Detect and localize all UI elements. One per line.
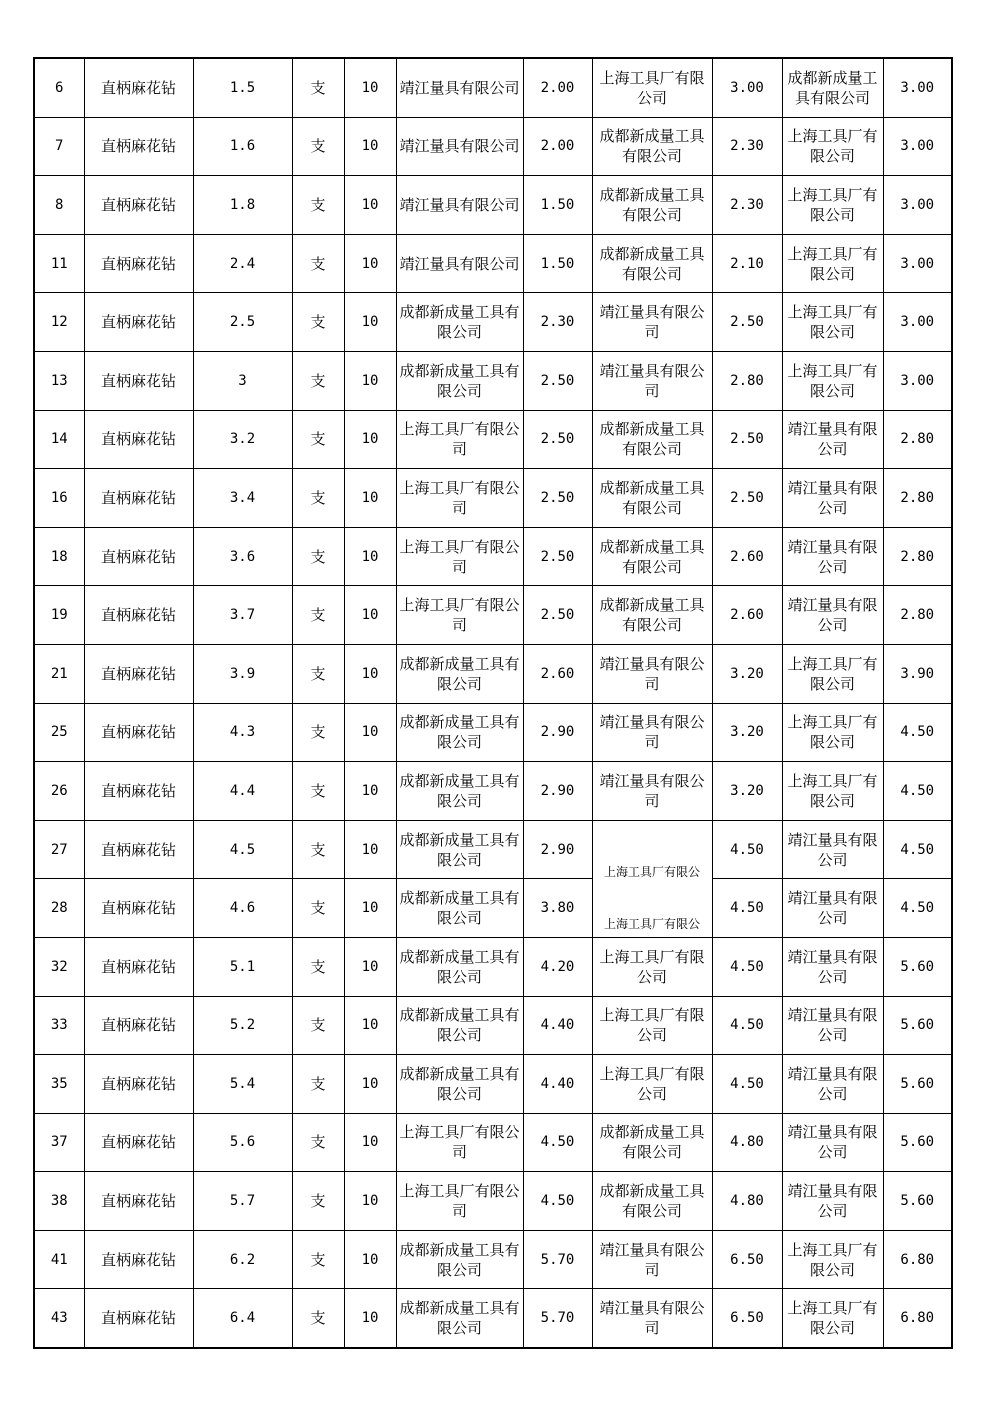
item-unit: 支 [292, 117, 344, 176]
price-2: 2.50 [712, 293, 782, 352]
supplier-2: 成都新成量工具有限公司 [592, 410, 712, 469]
price-2: 4.50 [712, 1055, 782, 1114]
row-number: 6 [34, 58, 84, 117]
row-number: 8 [34, 176, 84, 235]
supplier-1: 成都新成量工具有限公司 [396, 820, 523, 879]
price-2: 2.10 [712, 234, 782, 293]
supplier-2: 成都新成量工具有限公司 [592, 234, 712, 293]
item-unit: 支 [292, 996, 344, 1055]
supplier-3: 靖江量具有限公司 [782, 879, 883, 938]
row-number: 26 [34, 762, 84, 821]
table-row [34, 586, 952, 645]
price-2: 4.50 [712, 879, 782, 938]
price-2: 2.30 [712, 117, 782, 176]
table-body [34, 58, 952, 1348]
price-1: 2.50 [523, 469, 592, 528]
item-unit: 支 [292, 351, 344, 410]
price-1: 2.30 [523, 293, 592, 352]
item-quantity: 10 [344, 527, 396, 586]
item-spec: 1.5 [193, 58, 292, 117]
item-quantity: 10 [344, 58, 396, 117]
item-quantity: 10 [344, 703, 396, 762]
price-3: 3.00 [883, 58, 952, 117]
supplier-2: 靖江量具有限公司 [592, 762, 712, 821]
price-2: 4.80 [712, 1172, 782, 1231]
price-2: 4.50 [712, 820, 782, 879]
table-row [34, 1113, 952, 1172]
price-1: 5.70 [523, 1289, 592, 1348]
item-name: 直柄麻花钻 [84, 1113, 193, 1172]
item-spec: 2.4 [193, 234, 292, 293]
price-3: 4.50 [883, 820, 952, 879]
supplier-3: 上海工具厂有限公司 [782, 762, 883, 821]
item-quantity: 10 [344, 351, 396, 410]
item-spec: 4.5 [193, 820, 292, 879]
supplier-2: 靖江量具有限公司 [592, 644, 712, 703]
item-name: 直柄麻花钻 [84, 527, 193, 586]
price-1: 4.50 [523, 1172, 592, 1231]
supplier-3: 上海工具厂有限公司 [782, 703, 883, 762]
price-1: 2.00 [523, 117, 592, 176]
item-quantity: 10 [344, 1230, 396, 1289]
row-number: 25 [34, 703, 84, 762]
item-name: 直柄麻花钻 [84, 644, 193, 703]
price-2: 6.50 [712, 1230, 782, 1289]
row-number: 11 [34, 234, 84, 293]
item-name: 直柄麻花钻 [84, 879, 193, 938]
item-quantity: 10 [344, 1055, 396, 1114]
supplier-2: 成都新成量工具有限公司 [592, 176, 712, 235]
row-number: 18 [34, 527, 84, 586]
price-2: 4.50 [712, 996, 782, 1055]
supplier-3: 靖江量具有限公司 [782, 527, 883, 586]
row-number: 27 [34, 820, 84, 879]
row-number: 14 [34, 410, 84, 469]
item-name: 直柄麻花钻 [84, 703, 193, 762]
supplier-1: 成都新成量工具有限公司 [396, 351, 523, 410]
table-row [34, 762, 952, 821]
price-2: 3.00 [712, 58, 782, 117]
supplier-3: 成都新成量工具有限公司 [782, 58, 883, 117]
item-name: 直柄麻花钻 [84, 351, 193, 410]
supplier-1: 成都新成量工具有限公司 [396, 1230, 523, 1289]
supplier-3: 靖江量具有限公司 [782, 1172, 883, 1231]
price-1: 2.90 [523, 762, 592, 821]
item-unit: 支 [292, 527, 344, 586]
supplier-1: 成都新成量工具有限公司 [396, 293, 523, 352]
item-spec: 5.4 [193, 1055, 292, 1114]
item-quantity: 10 [344, 293, 396, 352]
supplier-1: 上海工具厂有限公司 [396, 1113, 523, 1172]
supplier-2: 靖江量具有限公司 [592, 293, 712, 352]
row-number: 12 [34, 293, 84, 352]
table-row [34, 58, 952, 117]
supplier-3: 上海工具厂有限公司 [782, 1230, 883, 1289]
item-quantity: 10 [344, 644, 396, 703]
item-quantity: 10 [344, 762, 396, 821]
item-name: 直柄麻花钻 [84, 1172, 193, 1231]
table-row [34, 937, 952, 996]
table-row [34, 1289, 952, 1348]
supplier-2: 成都新成量工具有限公司 [592, 586, 712, 645]
supplier-1: 上海工具厂有限公司 [396, 527, 523, 586]
price-3: 3.00 [883, 351, 952, 410]
price-3: 3.00 [883, 117, 952, 176]
price-2: 3.20 [712, 644, 782, 703]
supplier-3: 靖江量具有限公司 [782, 1113, 883, 1172]
item-spec: 4.6 [193, 879, 292, 938]
price-3: 3.90 [883, 644, 952, 703]
supplier-2: 靖江量具有限公司 [592, 1289, 712, 1348]
supplier-2: 靖江量具有限公司 [592, 351, 712, 410]
item-quantity: 10 [344, 234, 396, 293]
supplier-2: 成都新成量工具有限公司 [592, 1172, 712, 1231]
row-number: 41 [34, 1230, 84, 1289]
item-name: 直柄麻花钻 [84, 586, 193, 645]
table-row [34, 469, 952, 528]
supplier-1: 成都新成量工具有限公司 [396, 644, 523, 703]
item-spec: 5.7 [193, 1172, 292, 1231]
table-row [34, 644, 952, 703]
item-name: 直柄麻花钻 [84, 293, 193, 352]
item-name: 直柄麻花钻 [84, 176, 193, 235]
price-1: 2.50 [523, 527, 592, 586]
item-name: 直柄麻花钻 [84, 1230, 193, 1289]
supplier-2: 靖江量具有限公司 [592, 1230, 712, 1289]
table-row [34, 1230, 952, 1289]
supplier-2: 成都新成量工具有限公司 [592, 117, 712, 176]
price-3: 2.80 [883, 410, 952, 469]
price-2: 3.20 [712, 703, 782, 762]
item-unit: 支 [292, 1113, 344, 1172]
price-1: 3.80 [523, 879, 592, 938]
row-number: 28 [34, 879, 84, 938]
item-quantity: 10 [344, 937, 396, 996]
supplier-1: 成都新成量工具有限公司 [396, 762, 523, 821]
supplier-1: 上海工具厂有限公司 [396, 469, 523, 528]
item-unit: 支 [292, 410, 344, 469]
item-name: 直柄麻花钻 [84, 410, 193, 469]
supplier-2-overflow-text: 上海工具厂有限公 [603, 916, 700, 931]
item-name: 直柄麻花钻 [84, 58, 193, 117]
item-unit: 支 [292, 586, 344, 645]
price-1: 2.60 [523, 644, 592, 703]
row-number: 33 [34, 996, 84, 1055]
supplier-1: 靖江量具有限公司 [396, 176, 523, 235]
table-row [34, 996, 952, 1055]
item-unit: 支 [292, 644, 344, 703]
price-3: 6.80 [883, 1289, 952, 1348]
item-unit: 支 [292, 234, 344, 293]
item-quantity: 10 [344, 410, 396, 469]
supplier-2: 靖江量具有限公司 [592, 703, 712, 762]
supplier-1: 上海工具厂有限公司 [396, 410, 523, 469]
item-name: 直柄麻花钻 [84, 762, 193, 821]
price-1: 2.50 [523, 410, 592, 469]
price-1: 5.70 [523, 1230, 592, 1289]
row-number: 37 [34, 1113, 84, 1172]
supplier-1: 成都新成量工具有限公司 [396, 1055, 523, 1114]
item-quantity: 10 [344, 1113, 396, 1172]
price-2: 4.80 [712, 1113, 782, 1172]
supplier-1: 成都新成量工具有限公司 [396, 703, 523, 762]
item-name: 直柄麻花钻 [84, 820, 193, 879]
item-spec: 5.2 [193, 996, 292, 1055]
price-2: 4.50 [712, 937, 782, 996]
item-quantity: 10 [344, 879, 396, 938]
table-row [34, 879, 952, 938]
supplier-3: 上海工具厂有限公司 [782, 351, 883, 410]
price-2: 2.60 [712, 527, 782, 586]
row-number: 43 [34, 1289, 84, 1348]
item-quantity: 10 [344, 117, 396, 176]
supplier-2: 上海工具厂有限公司 [592, 58, 712, 117]
price-1: 4.20 [523, 937, 592, 996]
price-3: 3.00 [883, 234, 952, 293]
item-name: 直柄麻花钻 [84, 1289, 193, 1348]
table-row [34, 703, 952, 762]
price-2: 2.50 [712, 410, 782, 469]
supplier-1: 靖江量具有限公司 [396, 234, 523, 293]
item-spec: 4.3 [193, 703, 292, 762]
supplier-3: 上海工具厂有限公司 [782, 1289, 883, 1348]
price-3: 5.60 [883, 1172, 952, 1231]
price-3: 2.80 [883, 469, 952, 528]
supplier-3: 靖江量具有限公司 [782, 586, 883, 645]
supplier-1: 靖江量具有限公司 [396, 117, 523, 176]
price-3: 4.50 [883, 762, 952, 821]
item-unit: 支 [292, 1172, 344, 1231]
supplier-3: 上海工具厂有限公司 [782, 234, 883, 293]
supplier-2: 成都新成量工具有限公司 [592, 1113, 712, 1172]
item-unit: 支 [292, 703, 344, 762]
row-number: 35 [34, 1055, 84, 1114]
supplier-1: 成都新成量工具有限公司 [396, 1289, 523, 1348]
item-spec: 3 [193, 351, 292, 410]
price-1: 2.90 [523, 820, 592, 879]
item-quantity: 10 [344, 820, 396, 879]
price-1: 2.00 [523, 58, 592, 117]
item-spec: 6.4 [193, 1289, 292, 1348]
table-row [34, 293, 952, 352]
row-number: 16 [34, 469, 84, 528]
row-number: 21 [34, 644, 84, 703]
item-quantity: 10 [344, 586, 396, 645]
row-number: 32 [34, 937, 84, 996]
item-quantity: 10 [344, 469, 396, 528]
supplier-2: 上海工具厂有限公司 [592, 996, 712, 1055]
supplier-2 [592, 820, 712, 937]
table-row [34, 1172, 952, 1231]
supplier-2: 上海工具厂有限公司 [592, 1055, 712, 1114]
price-1: 2.50 [523, 586, 592, 645]
item-name: 直柄麻花钻 [84, 937, 193, 996]
supplier-3: 靖江量具有限公司 [782, 1055, 883, 1114]
supplier-2-overflow-text: 上海工具厂有限公 [603, 864, 700, 879]
supplier-1: 靖江量具有限公司 [396, 58, 523, 117]
item-name: 直柄麻花钻 [84, 1055, 193, 1114]
supplier-1: 成都新成量工具有限公司 [396, 996, 523, 1055]
supplier-2: 成都新成量工具有限公司 [592, 527, 712, 586]
price-3: 4.50 [883, 703, 952, 762]
row-number: 19 [34, 586, 84, 645]
item-unit: 支 [292, 469, 344, 528]
price-3: 5.60 [883, 937, 952, 996]
item-spec: 5.1 [193, 937, 292, 996]
item-unit: 支 [292, 937, 344, 996]
supplier-3: 上海工具厂有限公司 [782, 176, 883, 235]
supplier-3: 靖江量具有限公司 [782, 820, 883, 879]
supplier-1: 成都新成量工具有限公司 [396, 879, 523, 938]
item-quantity: 10 [344, 1289, 396, 1348]
item-unit: 支 [292, 58, 344, 117]
table-row [34, 1055, 952, 1114]
price-2: 2.60 [712, 586, 782, 645]
price-3: 2.80 [883, 527, 952, 586]
row-number: 38 [34, 1172, 84, 1231]
item-spec: 3.6 [193, 527, 292, 586]
table-row [34, 234, 952, 293]
price-1: 2.50 [523, 351, 592, 410]
supplier-3: 靖江量具有限公司 [782, 937, 883, 996]
supplier-3: 上海工具厂有限公司 [782, 644, 883, 703]
item-unit: 支 [292, 1055, 344, 1114]
item-name: 直柄麻花钻 [84, 996, 193, 1055]
row-number: 13 [34, 351, 84, 410]
price-1: 4.50 [523, 1113, 592, 1172]
supplier-1: 上海工具厂有限公司 [396, 1172, 523, 1231]
price-3: 3.00 [883, 293, 952, 352]
item-quantity: 10 [344, 1172, 396, 1231]
price-2: 2.80 [712, 351, 782, 410]
price-2: 3.20 [712, 762, 782, 821]
item-name: 直柄麻花钻 [84, 117, 193, 176]
supplier-3: 上海工具厂有限公司 [782, 293, 883, 352]
price-1: 1.50 [523, 234, 592, 293]
item-spec: 3.9 [193, 644, 292, 703]
item-spec: 3.2 [193, 410, 292, 469]
table-row [34, 820, 952, 879]
price-3: 6.80 [883, 1230, 952, 1289]
price-3: 4.50 [883, 879, 952, 938]
item-spec: 3.7 [193, 586, 292, 645]
price-3: 3.00 [883, 176, 952, 235]
item-unit: 支 [292, 1230, 344, 1289]
price-1: 4.40 [523, 1055, 592, 1114]
table-row [34, 527, 952, 586]
item-spec: 5.6 [193, 1113, 292, 1172]
supplier-3: 靖江量具有限公司 [782, 996, 883, 1055]
item-spec: 1.6 [193, 117, 292, 176]
supplier-1: 上海工具厂有限公司 [396, 586, 523, 645]
item-spec: 4.4 [193, 762, 292, 821]
price-2: 2.50 [712, 469, 782, 528]
table-row [34, 410, 952, 469]
quotation-table [33, 57, 953, 1349]
item-unit: 支 [292, 762, 344, 821]
item-quantity: 10 [344, 996, 396, 1055]
table-row [34, 176, 952, 235]
item-name: 直柄麻花钻 [84, 234, 193, 293]
item-spec: 3.4 [193, 469, 292, 528]
price-3: 5.60 [883, 996, 952, 1055]
table-row [34, 117, 952, 176]
item-unit: 支 [292, 293, 344, 352]
price-1: 1.50 [523, 176, 592, 235]
supplier-3: 靖江量具有限公司 [782, 469, 883, 528]
item-name: 直柄麻花钻 [84, 469, 193, 528]
supplier-2: 成都新成量工具有限公司 [592, 469, 712, 528]
item-spec: 6.2 [193, 1230, 292, 1289]
item-unit: 支 [292, 820, 344, 879]
supplier-2: 上海工具厂有限公司 [592, 937, 712, 996]
price-3: 5.60 [883, 1113, 952, 1172]
price-2: 6.50 [712, 1289, 782, 1348]
price-2: 2.30 [712, 176, 782, 235]
item-unit: 支 [292, 176, 344, 235]
supplier-3: 上海工具厂有限公司 [782, 117, 883, 176]
item-unit: 支 [292, 879, 344, 938]
price-1: 2.90 [523, 703, 592, 762]
price-3: 5.60 [883, 1055, 952, 1114]
item-quantity: 10 [344, 176, 396, 235]
item-spec: 2.5 [193, 293, 292, 352]
supplier-3: 靖江量具有限公司 [782, 410, 883, 469]
price-1: 4.40 [523, 996, 592, 1055]
price-3: 2.80 [883, 586, 952, 645]
supplier-1: 成都新成量工具有限公司 [396, 937, 523, 996]
item-spec: 1.8 [193, 176, 292, 235]
table-row [34, 351, 952, 410]
row-number: 7 [34, 117, 84, 176]
item-unit: 支 [292, 1289, 344, 1348]
